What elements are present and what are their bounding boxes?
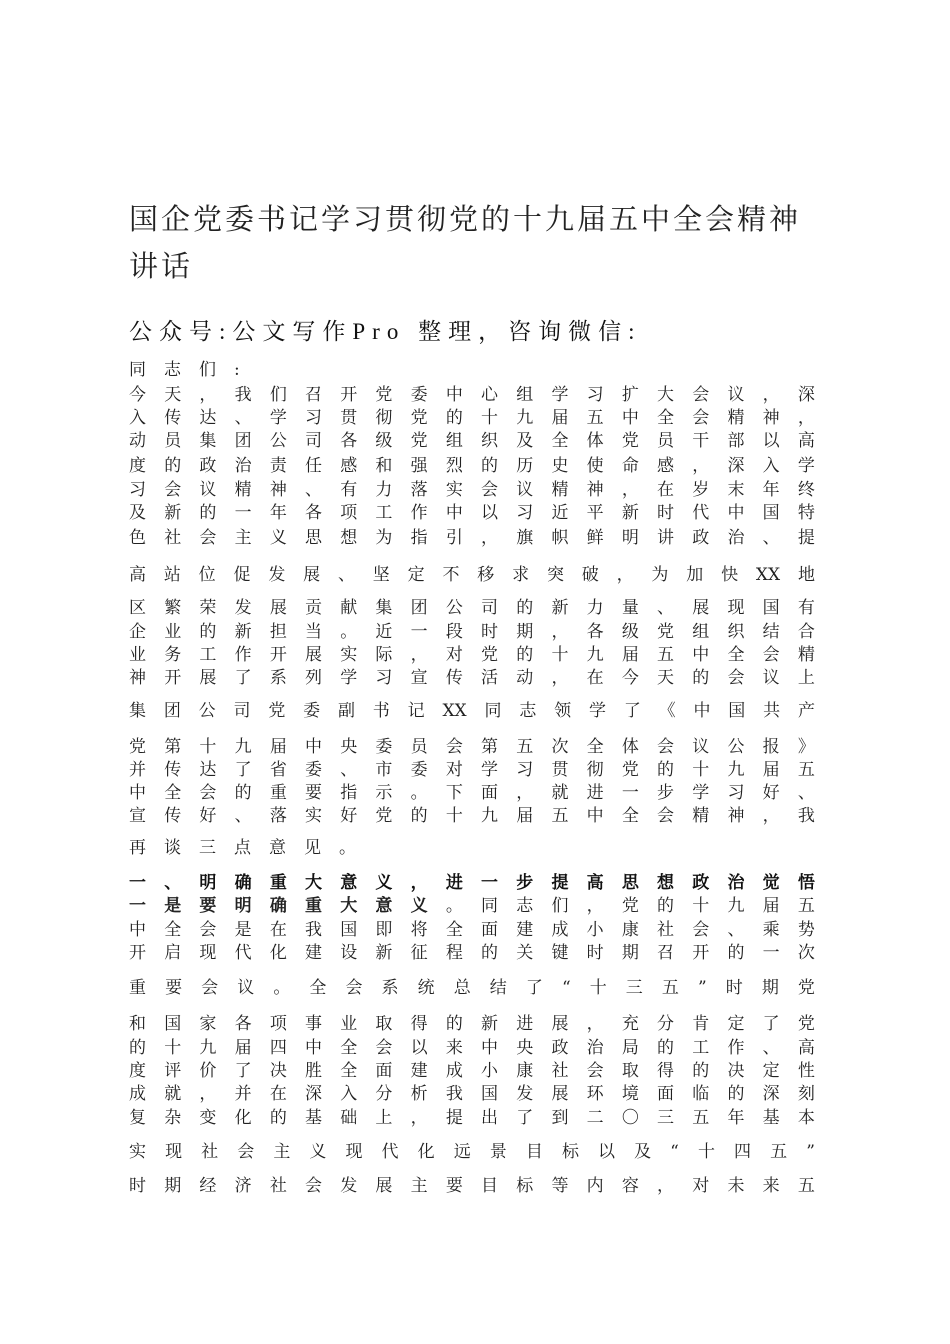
body-line: 同 志 们 : [129,360,240,380]
body-line: 再 谈 三 点 意 见 。 [129,838,356,858]
body-line: 度 评 价 了 决 胜 全 面 建 成 小 康 社 会 取 得 的 决 定 性 [129,1061,815,1081]
body-line: 复 杂 变 化 的 基 础 上 ， 提 出 了 到 二 〇 三 五 年 基 本 [129,1108,815,1128]
body-line: 中 全 会 是 在 我 国 即 将 全 面 建 成 小 康 社 会 、 乘 势 [129,920,815,940]
body-line: 色 社 会 主 义 思 想 为 指 引 ， 旗 帜 鲜 明 讲 政 治 、 提 [129,528,815,548]
body-line: 宣 传 好 、 落 实 好 党 的 十 九 届 五 中 全 会 精 神 ， 我 [129,806,815,826]
body-line: 今 天 ， 我 们 召 开 党 委 中 心 组 学 习 扩 大 会 议 ， 深 [129,385,815,405]
body-line: 实 现 社 会 主 义 现 代 化 远 景 目 标 以 及 “ 十 四 五 ” [129,1142,815,1162]
body-line: 习 会 议 精 神 、 有 力 落 实 会 议 精 神 ， 在 岁 末 年 终 [129,480,815,500]
body-line: 时 期 经 济 社 会 发 展 主 要 目 标 等 内 容 ， 对 未 来 五 [129,1176,815,1196]
body-line: 一 是 要 明 确 重 大 意 义 。 同 志 们 ， 党 的 十 九 届 五 [129,896,815,916]
body-line: 的 十 九 届 四 中 全 会 以 来 中 央 政 治 局 的 工 作 、 高 [129,1038,815,1058]
body-line: 业 务 工 作 开 展 实 际 ， 对 党 的 十 九 届 五 中 全 会 精 [129,645,815,665]
body-line: 神 开 展 了 系 列 学 习 宣 传 活 动 ， 在 今 天 的 会 议 上 [129,668,815,688]
body-line: 中 全 会 的 重 要 指 示 。 下 面 ， 就 进 一 步 学 习 好 、 [129,783,815,803]
body-line: 度 的 政 治 责 任 感 和 强 烈 的 历 史 使 命 感 ， 深 入 学 [129,456,815,476]
body-line: 和 国 家 各 项 事 业 取 得 的 新 进 展 ， 充 分 肯 定 了 党 [129,1014,815,1034]
body-line: 集 团 公 司 党 委 副 书 记 XX 同 志 领 学 了 《 中 国 共 产 [129,701,815,721]
body-line: 重 要 会 议 。 全 会 系 统 总 结 了 “ 十 三 五 ” 时 期 党 [129,978,815,998]
document-title: 国企党委书记学习贯彻党的十九届五中全会精神讲话 [129,202,802,283]
body-line: 入 传 达 、 学 习 贯 彻 党 的 十 九 届 五 中 全 会 精 神 ， [129,408,815,428]
body-line: 及 新 的 一 年 各 项 工 作 中 以 习 近 平 新 时 代 中 国 特 [129,503,815,523]
body-line: 成 就 ， 并 在 深 入 分 析 我 国 发 展 环 境 面 临 的 深 刻 [129,1084,815,1104]
body-line: 党 第 十 九 届 中 央 委 员 会 第 五 次 全 体 会 议 公 报 》 [129,737,815,757]
body-line: 开 启 现 代 化 建 设 新 征 程 的 关 键 时 期 召 开 的 一 次 [129,943,815,963]
body-line: 动 员 集 团 公 司 各 级 党 组 织 及 全 体 党 员 干 部 以 高 [129,431,815,451]
body-line: 高 站 位 促 发 展 、 坚 定 不 移 求 突 破 ， 为 加 快 XX 地 [129,565,815,585]
body-line: 企 业 的 新 担 当 。 近 一 段 时 期 ， 各 级 党 组 织 结 合 [129,622,815,642]
source-line: 公众号:公文写作Pro 整理，咨询微信: [129,319,642,344]
body-line: 一 、 明 确 重 大 意 义 ， 进 一 步 提 高 思 想 政 治 觉 悟 [129,873,815,893]
body-line: 并 传 达 了 省 委 、 市 委 对 学 习 贯 彻 党 的 十 九 届 五 [129,760,815,780]
body-line: 区 繁 荣 发 展 贡 献 集 团 公 司 的 新 力 量 、 展 现 国 有 [129,598,815,618]
